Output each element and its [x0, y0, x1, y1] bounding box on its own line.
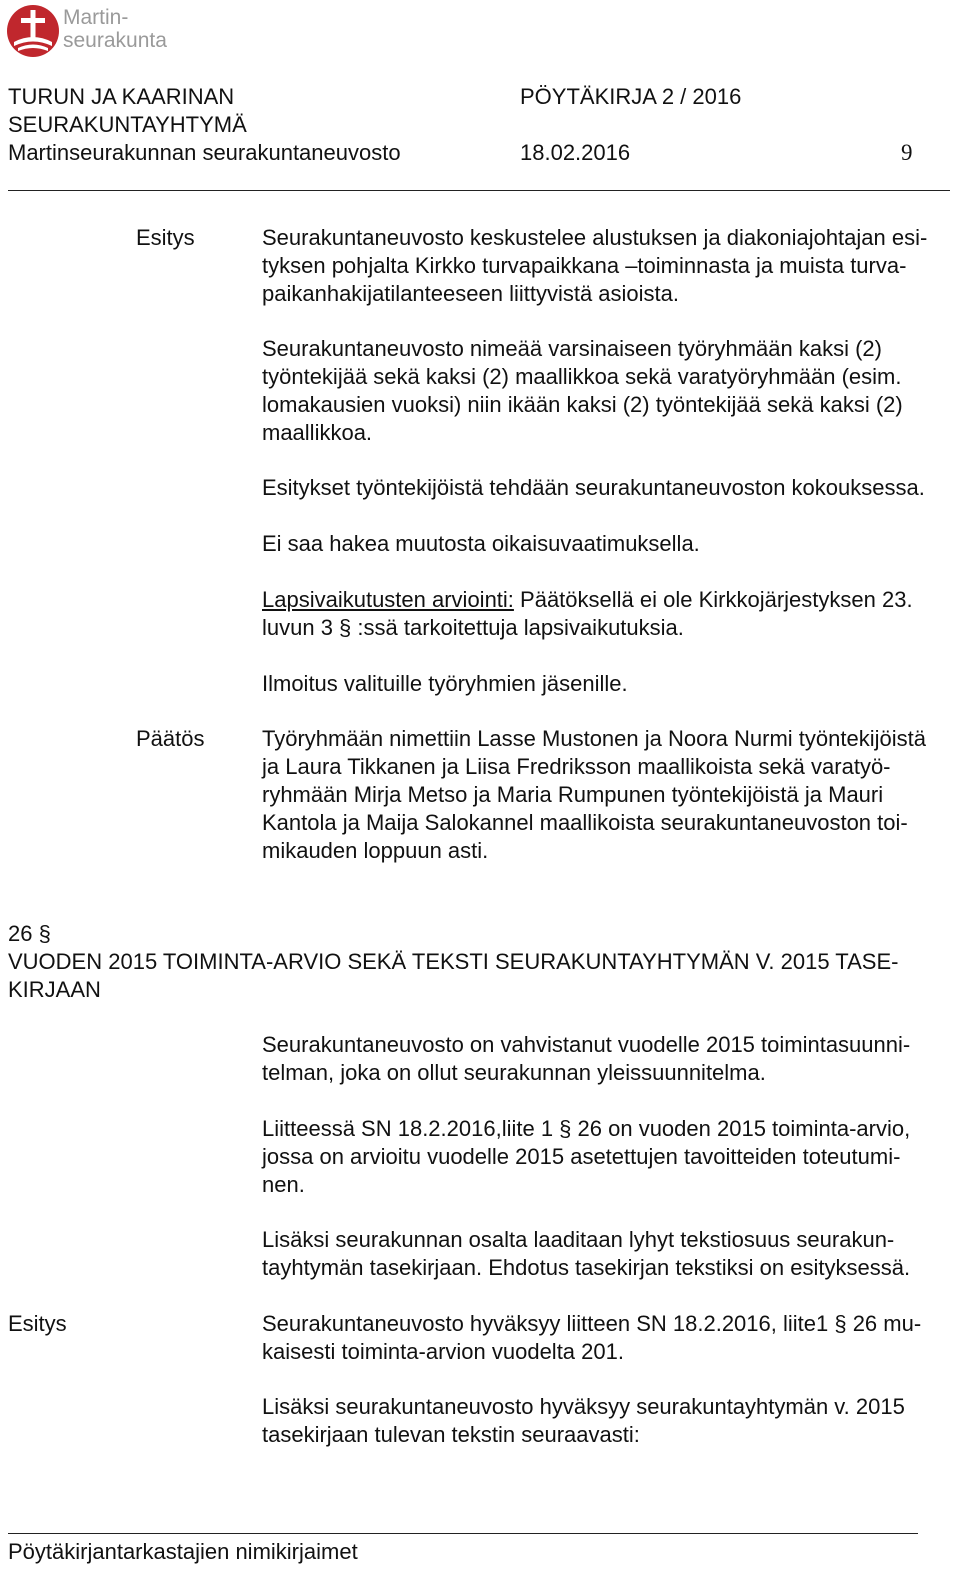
- text-line: Ei saa hakea muutosta oikaisuvaatimuksella.: [262, 531, 700, 556]
- proposal-paragraph-2: [262, 335, 954, 447]
- text-line: lomakausien vuoksi) niin ikään kaksi (2) työntekijää sekä kaksi (2): [262, 392, 903, 417]
- page-number: 9: [901, 140, 913, 165]
- text-line: paikanhakijatilanteeseen liittyvistä asioista.: [262, 281, 680, 306]
- logo-wordmark: [63, 6, 167, 52]
- header-doc-title: PÖYTÄKIRJA 2 / 2016: [520, 84, 742, 109]
- logo-line-2: seurakunta: [63, 29, 167, 52]
- text-line: Kantola ja Maija Salokannel maallikoista seurakuntaneuvoston toi-: [262, 810, 908, 835]
- text-line: nen.: [262, 1172, 305, 1197]
- section2-paragraph-3: [262, 1226, 954, 1282]
- text-line: tayhtymän tasekirjaan. Ehdotus tasekirjan tekstiksi on esityksessä.: [262, 1255, 911, 1280]
- section2-paragraph-1: [262, 1031, 954, 1087]
- child-impact-text: Päätöksellä ei ole Kirkkojärjestyksen 23.: [513, 587, 913, 612]
- header-body-name: Martinseurakunnan seurakuntaneuvosto: [8, 140, 401, 165]
- header-org-line-1: TURUN JA KAARINAN: [8, 84, 235, 109]
- text-line: Lisäksi seurakuntaneuvosto hyväksyy seurakuntayhtymän v. 2015: [262, 1394, 905, 1419]
- text-line: työntekijää sekä kaksi (2) maallikkoa sekä varatyöryhmään (esim.: [262, 364, 902, 389]
- section-number: 26 §: [8, 921, 51, 946]
- text-line: tasekirjaan tulevan tekstin seuraavasti:: [262, 1422, 640, 1447]
- proposal-paragraph-4: [262, 530, 954, 558]
- section2-paragraph-5: [262, 1393, 954, 1449]
- proposal-paragraph-1: [262, 224, 954, 308]
- text-line: Esitykset työntekijöistä tehdään seurakuntaneuvoston kokouksessa.: [262, 475, 925, 500]
- text-line: mikauden loppuun asti.: [262, 838, 489, 863]
- label-esitys-2: Esitys: [8, 1311, 67, 1336]
- proposal-paragraph-6: [262, 670, 954, 698]
- text-line: [262, 586, 954, 614]
- text-line: Ilmoitus valituille työryhmien jäsenille.: [262, 671, 628, 696]
- text-line: Seurakuntaneuvosto on vahvistanut vuodelle 2015 toimintasuunni-: [262, 1032, 911, 1057]
- section2-proposal-paragraph: [262, 1310, 954, 1366]
- text-line: Seurakuntaneuvosto keskustelee alustuksen ja diakoniajohtajan esi-: [262, 225, 928, 250]
- proposal-paragraph-3: [262, 474, 954, 502]
- text-line: Seurakuntaneuvosto nimeää varsinaiseen työryhmään kaksi (2): [262, 336, 882, 361]
- text-line: ja Laura Tikkanen ja Liisa Fredriksson maallikoista sekä varatyö-: [262, 754, 891, 779]
- text-line: kaisesti toiminta-arvion vuodelta 201.: [262, 1339, 624, 1364]
- label-paatos: Päätös: [136, 726, 205, 751]
- child-impact-heading: Lapsivaikutusten arviointi:: [262, 587, 514, 612]
- text-line: Liitteessä SN 18.2.2016,liite 1 § 26 on vuoden 2015 toiminta-arvio,: [262, 1116, 911, 1141]
- label-esitys-1: Esitys: [136, 225, 195, 250]
- text-line: Seurakuntaneuvosto hyväksyy liitteen SN 18.2.2016, liite1 § 26 mu-: [262, 1311, 922, 1336]
- section-title-line: KIRJAAN: [8, 977, 101, 1002]
- text-line: telman, joka on ollut seurakunnan yleissuunnitelma.: [262, 1060, 766, 1085]
- logo-line-1: Martin-: [63, 6, 129, 29]
- text-line: tyksen pohjalta Kirkko turvapaikkana –toiminnasta ja muista turva-: [262, 253, 907, 278]
- text-line: ryhmään Mirja Metso ja Maria Rumpunen työntekijöistä ja Mauri: [262, 782, 884, 807]
- parish-logo: [6, 4, 206, 60]
- signatures-label: Pöytäkirjantarkastajien nimikirjaimet: [8, 1539, 358, 1564]
- text-line: Lisäksi seurakunnan osalta laaditaan lyhyt tekstiosuus seurakun-: [262, 1227, 895, 1252]
- header-divider: [8, 190, 950, 191]
- footer-divider: [8, 1533, 918, 1534]
- header-date: 18.02.2016: [520, 140, 631, 165]
- text-line: Työryhmään nimettiin Lasse Mustonen ja Noora Nurmi työntekijöistä: [262, 726, 926, 751]
- section2-paragraph-2: [262, 1115, 954, 1199]
- text-line: maallikkoa.: [262, 420, 373, 445]
- decision-paragraph: [262, 725, 954, 865]
- header-org-line-2: SEURAKUNTAYHTYMÄ: [8, 112, 247, 137]
- cross-emblem-icon: [6, 4, 60, 58]
- text-line: luvun 3 § :ssä tarkoitettuja lapsivaikutuksia.: [262, 615, 684, 640]
- section-title-line: VUODEN 2015 TOIMINTA-ARVIO SEKÄ TEKSTI SEURAKUNTAYHTYMÄN V. 2015 TASE-: [8, 949, 899, 974]
- section-heading: [8, 920, 954, 1004]
- text-line: jossa on arvioitu vuodelle 2015 asetettujen tavoitteiden toteutumi-: [262, 1144, 901, 1169]
- child-impact-paragraph: [262, 586, 954, 642]
